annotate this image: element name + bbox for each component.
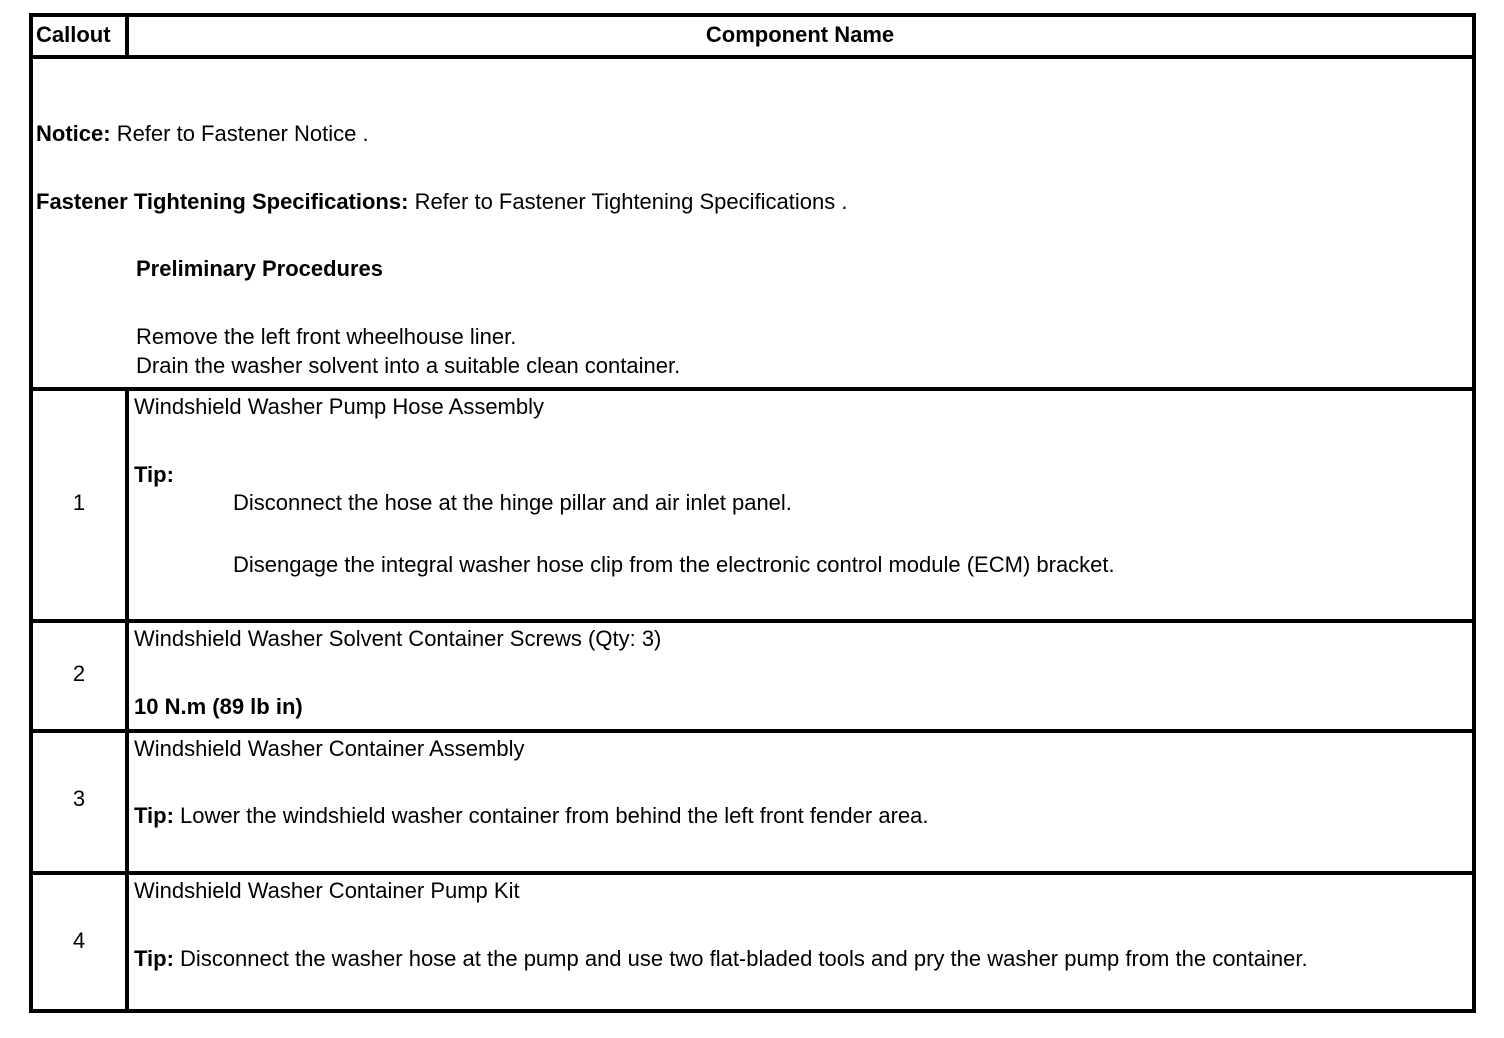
callout-number: 4: [72, 928, 86, 953]
preliminary-procedures-title: Preliminary Procedures: [136, 256, 384, 281]
row-1-divider: [33, 619, 1472, 623]
tip-text: Disconnect the washer hose at the pump and use two flat-bladed tools and pry the washer pump from the container.: [180, 946, 1308, 971]
component-name: Windshield Washer Container Pump Kit: [134, 878, 520, 903]
component-name: Windshield Washer Solvent Container Screws (Qty: 3): [134, 626, 662, 651]
callout-number: 2: [72, 661, 86, 686]
header-divider: [33, 55, 1472, 59]
tip-line: [134, 803, 928, 829]
notice-line: [36, 121, 369, 147]
tip-label: Tip:: [134, 803, 174, 828]
callout-header: Callout: [36, 22, 111, 47]
torque-spec: 10 N.m (89 lb in): [134, 694, 303, 719]
tip-label: Tip:: [134, 462, 174, 487]
notice-text: Refer to Fastener Notice .: [116, 121, 369, 146]
spec-label: Fastener Tightening Specifications:: [36, 189, 409, 214]
notice-label: Notice:: [36, 121, 111, 146]
callout-number: 3: [72, 786, 86, 811]
callout-number: 1: [72, 490, 86, 515]
row-2-divider: [33, 729, 1472, 733]
component-name: Windshield Washer Pump Hose Assembly: [134, 394, 545, 419]
spec-line: [36, 189, 847, 215]
preliminary-step: Drain the washer solvent into a suitable clean container.: [136, 353, 681, 378]
intro-divider: [33, 387, 1472, 391]
callout-column-divider: [125, 387, 129, 1013]
tip-text: Lower the windshield washer container from behind the left front fender area.: [180, 803, 929, 828]
tip-item: Disengage the integral washer hose clip from the electronic control module (ECM) bracket.: [233, 552, 1115, 577]
preliminary-step: Remove the left front wheelhouse liner.: [136, 324, 517, 349]
spec-text: Refer to Fastener Tightening Specifications .: [414, 189, 848, 214]
component-name-header: Component Name: [705, 22, 895, 47]
tip-label: Tip:: [134, 946, 174, 971]
tip-item: Disconnect the hose at the hinge pillar and air inlet panel.: [233, 490, 792, 515]
component-name: Windshield Washer Container Assembly: [134, 736, 525, 761]
row-3-divider: [33, 871, 1472, 875]
tip-line: [134, 946, 1308, 972]
